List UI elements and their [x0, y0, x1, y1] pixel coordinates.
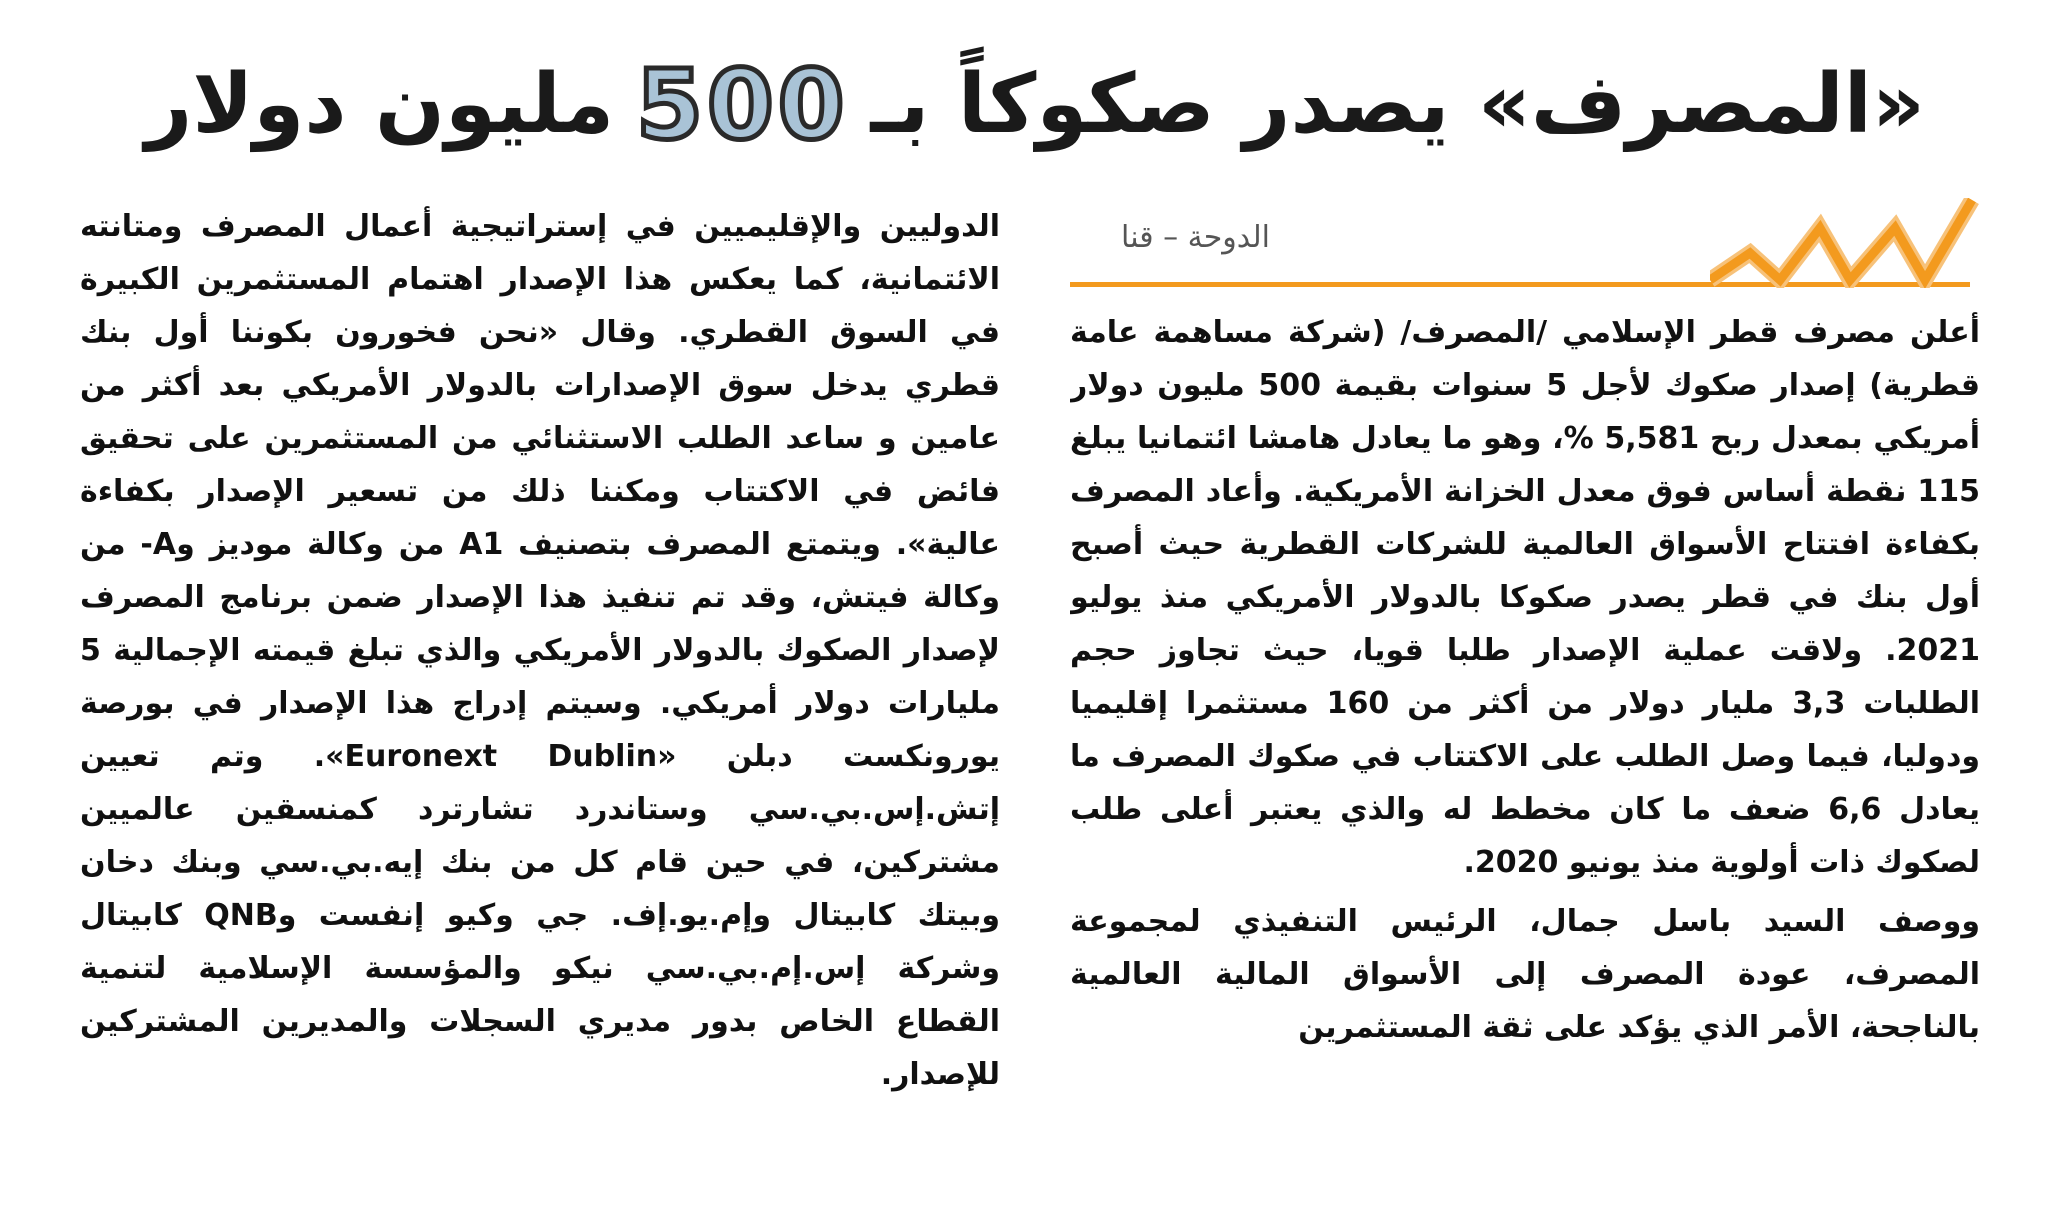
paragraph: أعلن مصرف قطر الإسلامي /المصرف/ (شركة مساهمة عامة قطرية) إصدار صكوك لأجل 5 سنوات بقيمة 500 مليون دولار أمريكي بمعدل ربح 5,581 %، وهو ما يعادل هامشا ائتمانيا يبلغ 115 نقطة أساس فوق معدل الخزانة الأمريكية. وأعاد المصرف بكفاءة افتتاح الأسواق العالمية للشركات القطرية حيث أصبح أول بنك في قطر يصدر صكوكا بالدولار الأمريكي منذ يوليو 2021. ولاقت عملية الإصدار طلبا قويا، حيث تجاوز حجم الطلبات 3,3 مليار دولار من أكثر من 160 مستثمرا إقليميا ودوليا، فيما وصل الطلب على الاكتتاب في صكوك المصرف ما يعادل 6,6 ضعف ما كان مخطط له والذي يعتبر أعلى طلب لصكوك ذات أولوية منذ يونيو 2020. [1070, 315, 1980, 880]
article-column-left [80, 200, 1000, 1190]
paragraph: الدوليين والإقليميين في إستراتيجية أعمال المصرف ومتانته الائتمانية، كما يعكس هذا الإصدار اهتمام المستثمرين الكبيرة في السوق القطري. وقال «نحن فخورون بكوننا أول بنك قطري يدخل سوق الإصدارات بالدولار الأمريكي بعد أكثر من عامين و ساعد الطلب الاستثنائي من المستثمرين على تحقيق فائض في الاكتتاب ومكننا ذلك من تسعير الإصدار بكفاءة عالية». ويتمتع المصرف بتصنيف A1 من وكالة موديز وA- من وكالة فيتش، وقد تم تنفيذ هذا الإصدار ضمن برنامج المصرف لإصدار الصكوك بالدولار الأمريكي والذي تبلغ قيمته الإجمالية 5 مليارات دولار أمريكي. وسيتم إدراج هذا الإصدار في بورصة يورونكست دبلن «Euronext Dublin». وتم تعيين إتش.إس.بي.سي وستاندرد تشارترد كمنسقين عالميين مشتركين، في حين قام كل من بنك إيه.بي.سي وبنك دخان وبيتك كابيتال وإم.يو.إف. جي وكيو إنفست وQNB كابيتال وشركة إس.إم.بي.سي نيكو والمؤسسة الإسلامية لتنمية القطاع الخاص بدور مديري السجلات والمديرين المشتركين للإصدار. [80, 209, 1000, 1092]
headline [100, 40, 1970, 170]
zigzag-decoration-icon [1710, 198, 1980, 288]
headline-number: 500 [636, 49, 849, 161]
article-column-right [1070, 306, 1980, 1186]
headline-part2: مليون دولار [145, 57, 615, 152]
paragraph: ووصف السيد باسل جمال، الرئيس التنفيذي لمجموعة المصرف، عودة المصرف إلى الأسواق المالية العالمية بالناجحة، الأمر الذي يؤكد على ثقة المستثمرين [1070, 904, 1980, 1045]
headline-part1: «المصرف» يصدر صكوكاً بـ [870, 57, 1925, 152]
byline: الدوحة – قنا [1121, 220, 1270, 255]
